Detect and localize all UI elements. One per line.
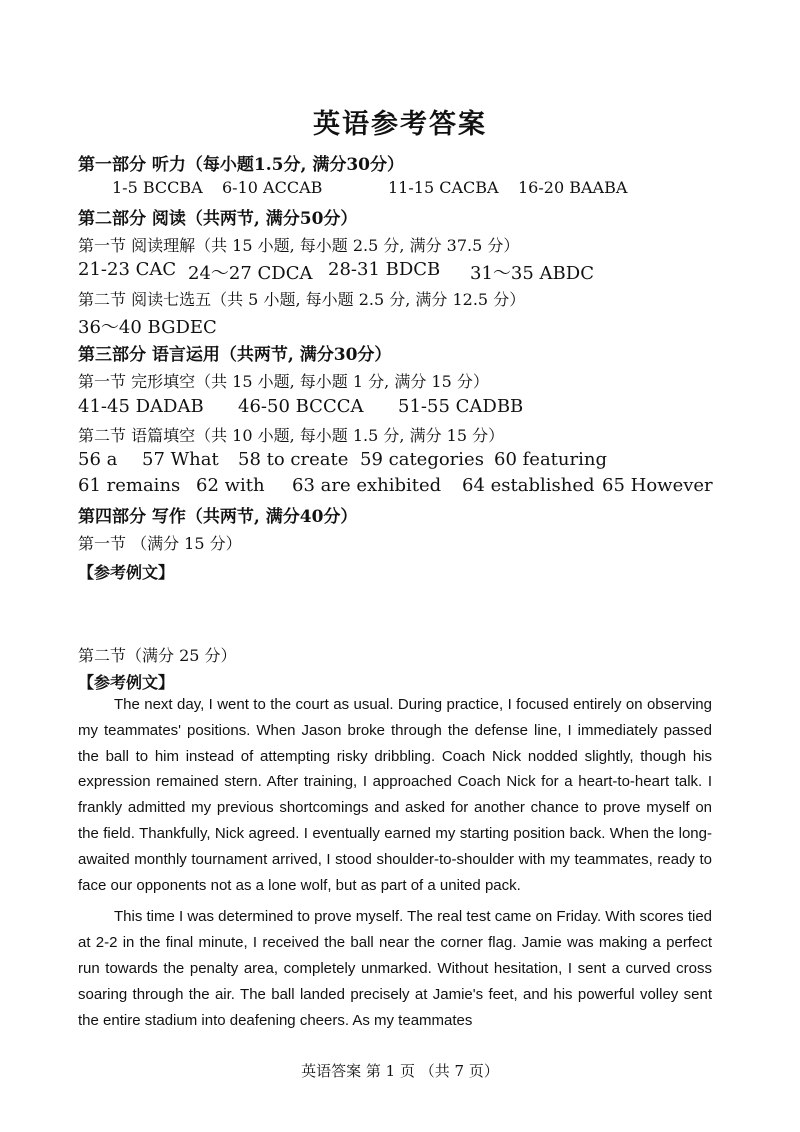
- answer-item: 64 established: [462, 475, 595, 496]
- sample-essay: [78, 692, 712, 1033]
- part2-section2-heading: 第二节 阅读七选五（共 5 小题, 每小题 2.5 分, 满分 12.5 分）: [78, 290, 526, 309]
- answer-item: 58 to create: [238, 449, 349, 470]
- answer-group: 1-5 BCCBA: [112, 178, 203, 197]
- answer-item: 65 However: [602, 475, 713, 496]
- essay-paragraph: The next day, I went to the court as usual. During practice, I focused entirely on observing my teammates' positions. When Jason broke through the defense line, I immediately passed the ball to him instead of attempting risky dribbling. Coach Nick nodded slightly, though his expression remained stern. After training, I approached Coach Nick for a heart-to-heart talk. I frankly admitted my previous shortcomings and asked for another chance to prove myself on the field. Thankfully, Nick agreed. I eventually earned my starting position back. When the long-awaited monthly tournament arrived, I stood shoulder-to-shoulder with my teammates, ready to face our opponents not as a lone wolf, but as part of a united pack.: [78, 696, 712, 894]
- answer-group: 6-10 ACCAB: [222, 178, 323, 197]
- answer-item: 56 a: [78, 449, 118, 470]
- answer-group: 11-15 CACBA: [388, 178, 499, 197]
- answer-group: 21-23 CAC: [78, 259, 177, 280]
- essay-paragraph: This time I was determined to prove myself. The real test came on Friday. With scores tied at 2-2 in the final minute, I received the ball near the corner flag. Jamie was making a perfect run towards the penalty area, completely unmarked. Without hesitation, I sent a curved cross soaring through the air. The ball landed precisely at Jamie's feet, and his powerful volley sent the entire stadium into deafening cheers. As my teammates: [78, 908, 713, 1029]
- answer-group: 28-31 BDCB: [328, 259, 441, 280]
- answer-group: 41-45 DADAB: [78, 396, 204, 417]
- part3-section1-heading: 第一节 完形填空（共 15 小题, 每小题 1 分, 满分 15 分）: [78, 372, 489, 391]
- page-footer: 英语答案 第 1 页 （共 7 页）: [301, 1062, 499, 1080]
- part4-heading: 第四部分 写作（共两节, 满分40分）: [78, 507, 358, 527]
- answer-item: 59 categories: [360, 449, 484, 470]
- page-title: 英语参考答案: [313, 109, 487, 140]
- answer-group: 31～35 ABDC: [470, 263, 594, 284]
- answer-item: 62 with: [196, 475, 265, 496]
- part2-heading: 第二部分 阅读（共两节, 满分50分）: [78, 209, 358, 229]
- answer-item: 63 are exhibited: [292, 475, 442, 496]
- answer-item: 60 featuring: [494, 449, 607, 470]
- answer-group: 46-50 BCCCA: [238, 396, 364, 417]
- sample-essay-label: 【参考例文】: [78, 673, 175, 692]
- answer-group: 51-55 CADBB: [398, 396, 524, 417]
- part3-heading: 第三部分 语言运用（共两节, 满分30分）: [78, 345, 392, 365]
- answer-group: 36～40 BGDEC: [78, 317, 217, 338]
- part4-section2-heading: 第二节（满分 25 分）: [78, 646, 237, 665]
- answer-item: 61 remains: [78, 475, 181, 496]
- answer-item: 57 What: [142, 449, 219, 470]
- part1-heading: 第一部分 听力（每小题1.5分, 满分30分）: [78, 155, 404, 175]
- answer-group: 16-20 BAABA: [518, 178, 628, 197]
- part2-section1-heading: 第一节 阅读理解（共 15 小题, 每小题 2.5 分, 满分 37.5 分）: [78, 236, 520, 255]
- part3-section2-heading: 第二节 语篇填空（共 10 小题, 每小题 1.5 分, 满分 15 分）: [78, 426, 505, 445]
- answer-group: 24～27 CDCA: [188, 263, 313, 284]
- part4-section1-heading: 第一节 （满分 15 分）: [78, 534, 242, 553]
- sample-essay-label: 【参考例文】: [78, 563, 175, 582]
